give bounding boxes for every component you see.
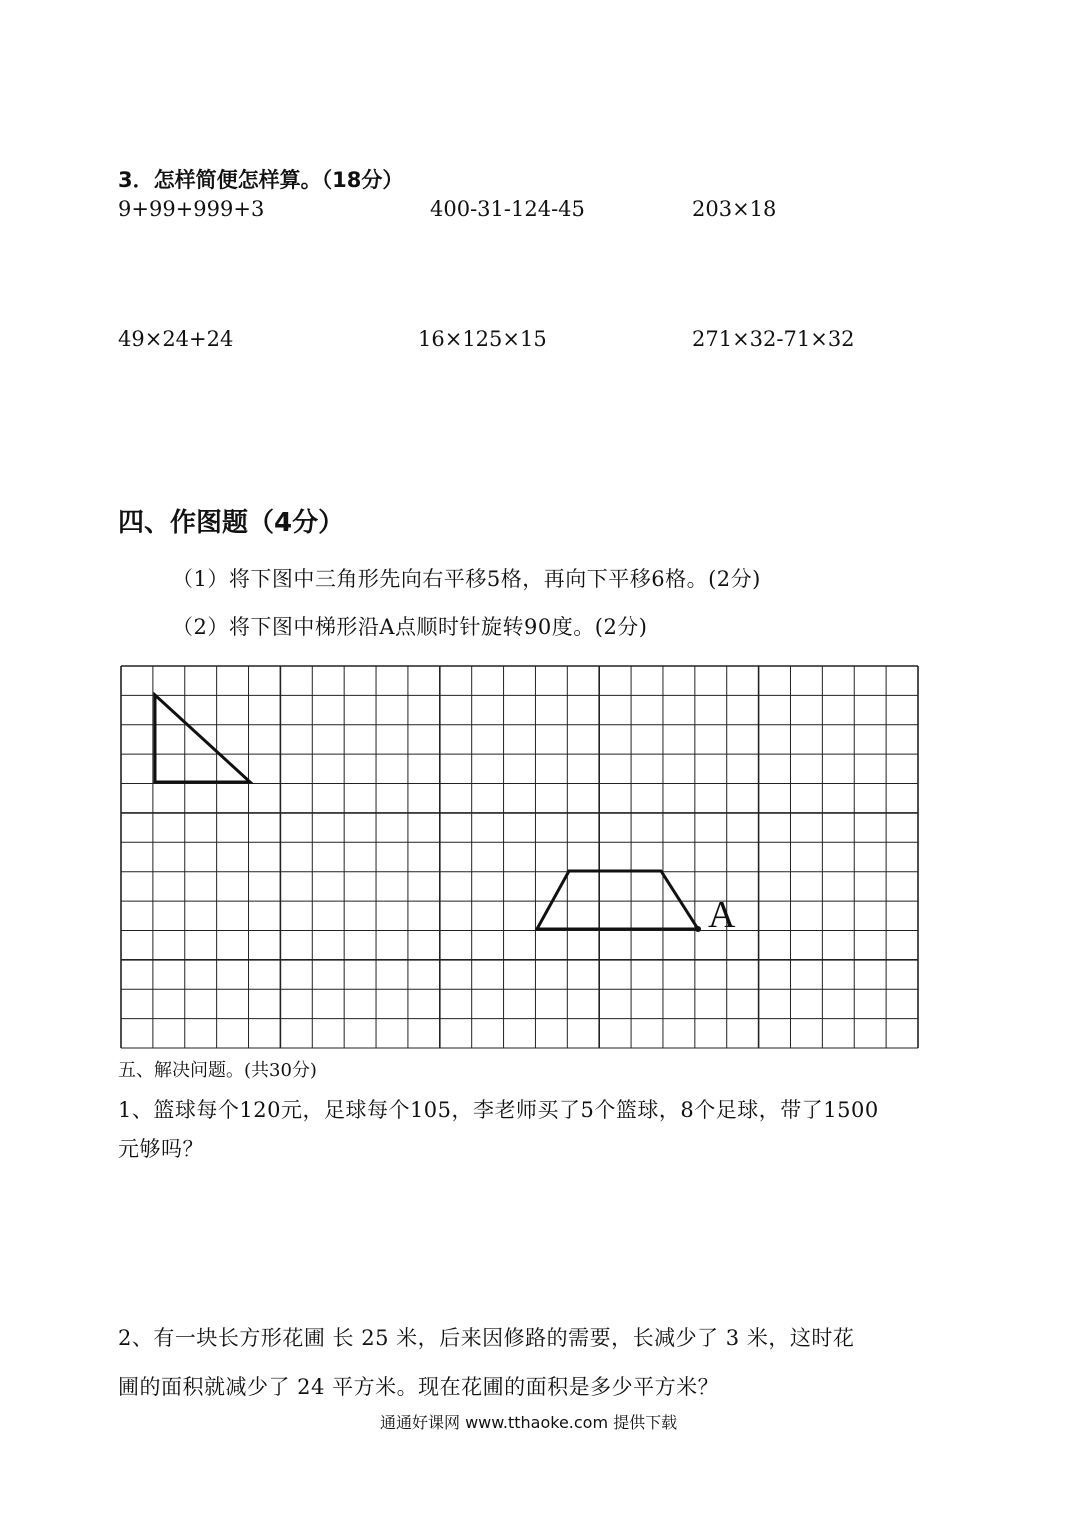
expression-6: 271×32-71×32	[692, 327, 855, 351]
footer-source: 通通好课网 www.tthaoke.com 提供下载	[380, 1413, 678, 1432]
trapezoid-shape	[537, 871, 698, 929]
drawing-grid	[120, 665, 920, 1050]
point-a-dot	[695, 926, 701, 932]
grid-lines	[121, 666, 918, 1048]
problem-2-line-2: 圃的面积就减少了 24 平方米。现在花圃的面积是多少平方米？	[118, 1375, 720, 1399]
expression-5: 16×125×15	[418, 327, 547, 351]
expression-1: 9+99+999+3	[118, 197, 265, 221]
expression-4: 49×24+24	[118, 327, 234, 351]
problem-1-line-1: 1、篮球每个120元，足球每个105，李老师买了5个篮球，8个足球，带了1500	[118, 1098, 879, 1122]
section4-title: 四、作图题（4分）	[118, 508, 345, 538]
problem-2-line-1: 2、有一块长方形花圃 长 25 米，后来因修路的需要，长减少了 3 米，这时花	[118, 1326, 855, 1350]
point-a-label: A	[708, 894, 736, 936]
triangle-shape	[155, 695, 250, 782]
drawing-task-1: （1）将下图中三角形先向右平移5格，再向下平移6格。(2分)	[172, 567, 761, 591]
expression-2: 400-31-124-45	[430, 197, 585, 221]
section5-title: 五、解决问题。(共30分)	[118, 1060, 317, 1081]
section3-title: 3．怎样简便怎样算。（18分）	[118, 168, 404, 192]
expression-3: 203×18	[692, 197, 777, 221]
drawing-task-2: （2）将下图中梯形沿A点顺时针旋转90度。(2分)	[172, 615, 648, 639]
problem-1-line-2: 元够吗？	[118, 1137, 204, 1161]
